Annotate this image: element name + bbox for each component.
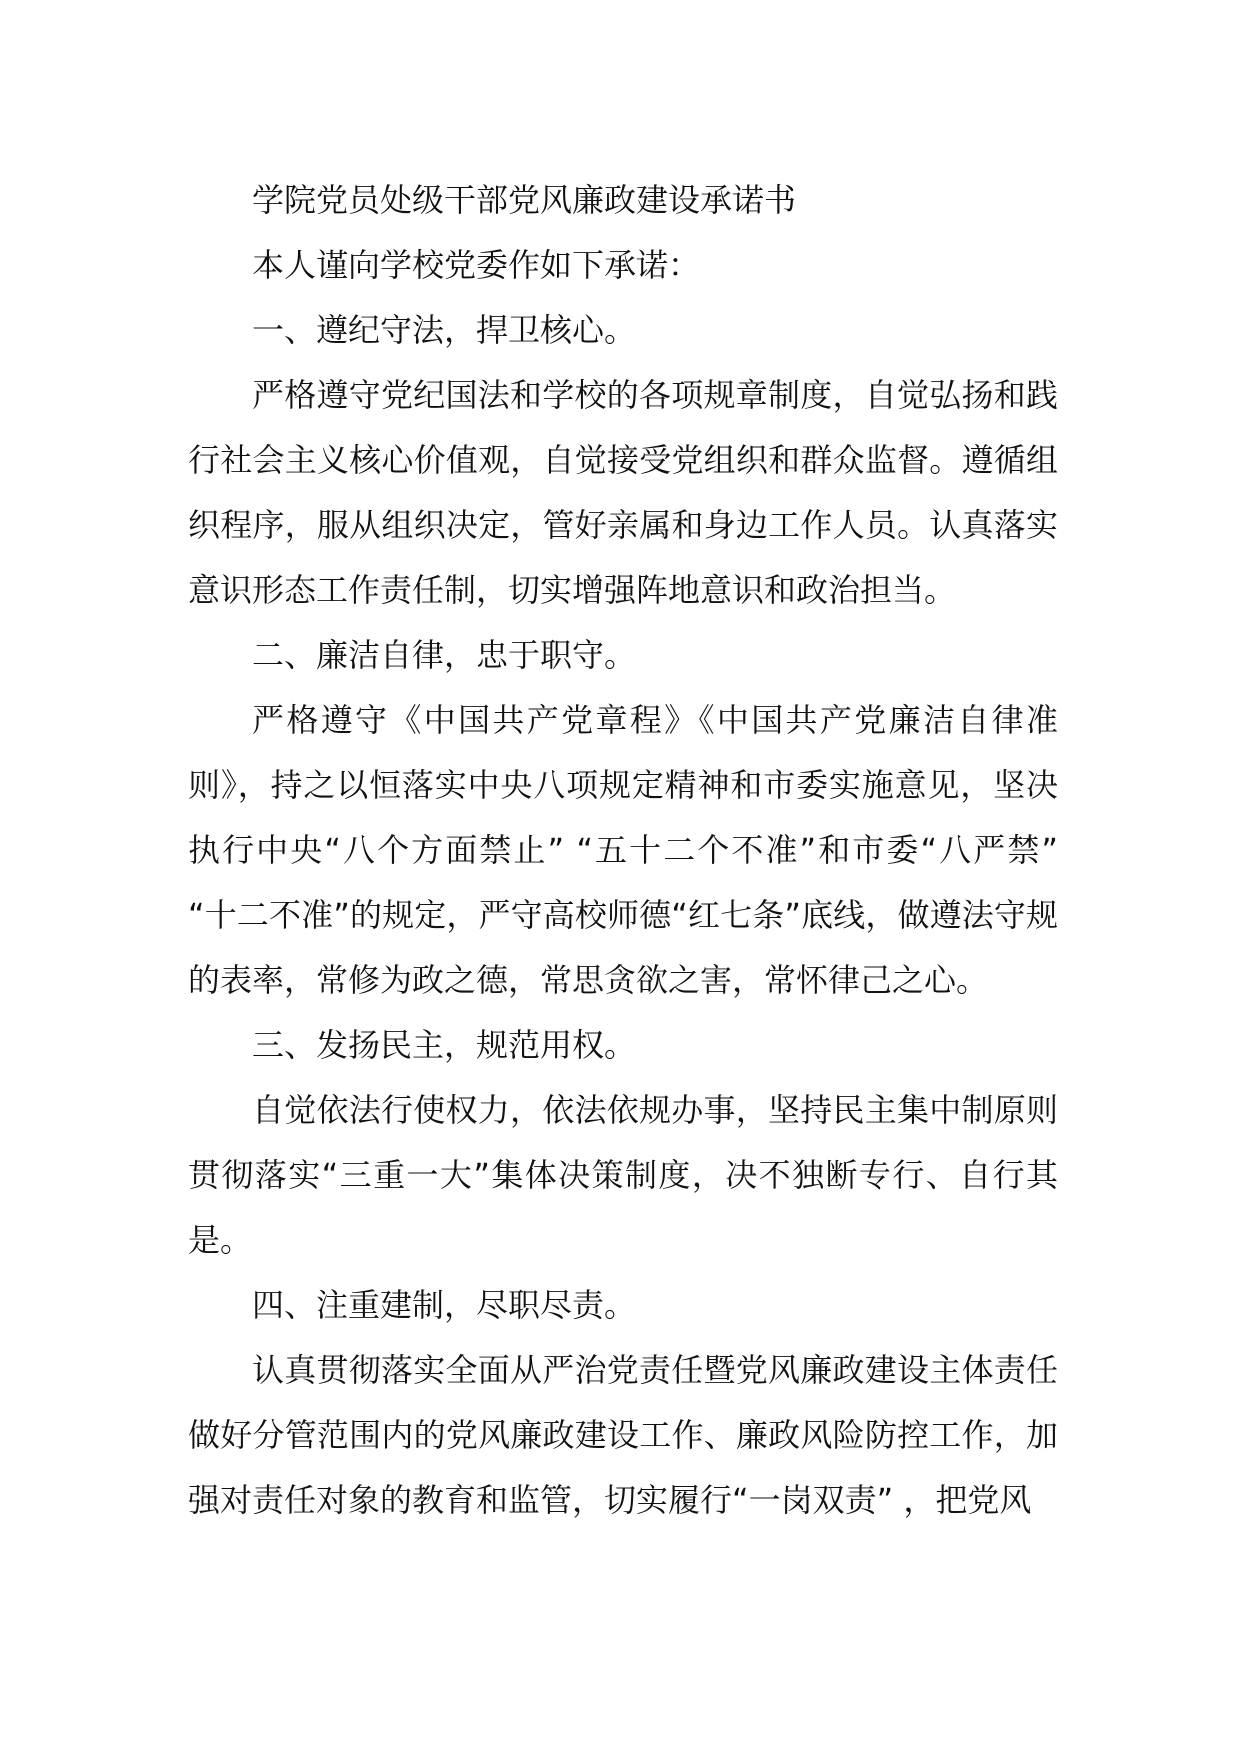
document-title: 学院党员处级干部党风廉政建设承诺书	[252, 181, 797, 219]
section-heading-2: 二、廉洁自律，忠于职守。	[252, 636, 637, 674]
section-heading-4: 四、注重建制，尽职尽责。	[252, 1286, 637, 1324]
document-body	[188, 168, 1058, 1533]
section-heading-3: 三、发扬民主，规范用权。	[252, 1026, 637, 1064]
section-body-4: 认真贯彻落实全面从严治党责任暨党风廉政建设主体责任做好分管范围内的党风廉政建设工作、廉政风险防控工作，加强对责任对象的教育和监管，切实履行“一岗双责” ，把党风	[188, 1351, 1058, 1519]
section-body-1: 严格遵守党纪国法和学校的各项规章制度，自觉弘扬和践行社会主义核心价值观，自觉接受党组织和群众监督。遵循组织程序，服从组织决定，管好亲属和身边工作人员。认真落实意识形态工作责任制，切实增强阵地意识和政治担当。	[188, 376, 1058, 609]
section-heading-1: 一、遵纪守法，捍卫核心。	[252, 311, 637, 349]
section-body-2: 严格遵守《中国共产党章程》《中国共产党廉洁自律准则》，持之以恒落实中央八项规定精神和市委实施意见，坚决执行中央“八个方面禁止” “五十二个不准”和市委“八严禁” “十二不准”的规定，严守高校师德“红七条”底线，做遵法守规的表率，常修为政之德，常思贪欲之害，常怀律己之心。	[188, 701, 1058, 999]
paragraph-intro: 本人谨向学校党委作如下承诺：	[252, 246, 701, 284]
section-body-3: 自觉依法行使权力，依法依规办事，坚持民主集中制原则贯彻落实“三重一大”集体决策制度，决不独断专行、自行其是。	[188, 1091, 1058, 1259]
